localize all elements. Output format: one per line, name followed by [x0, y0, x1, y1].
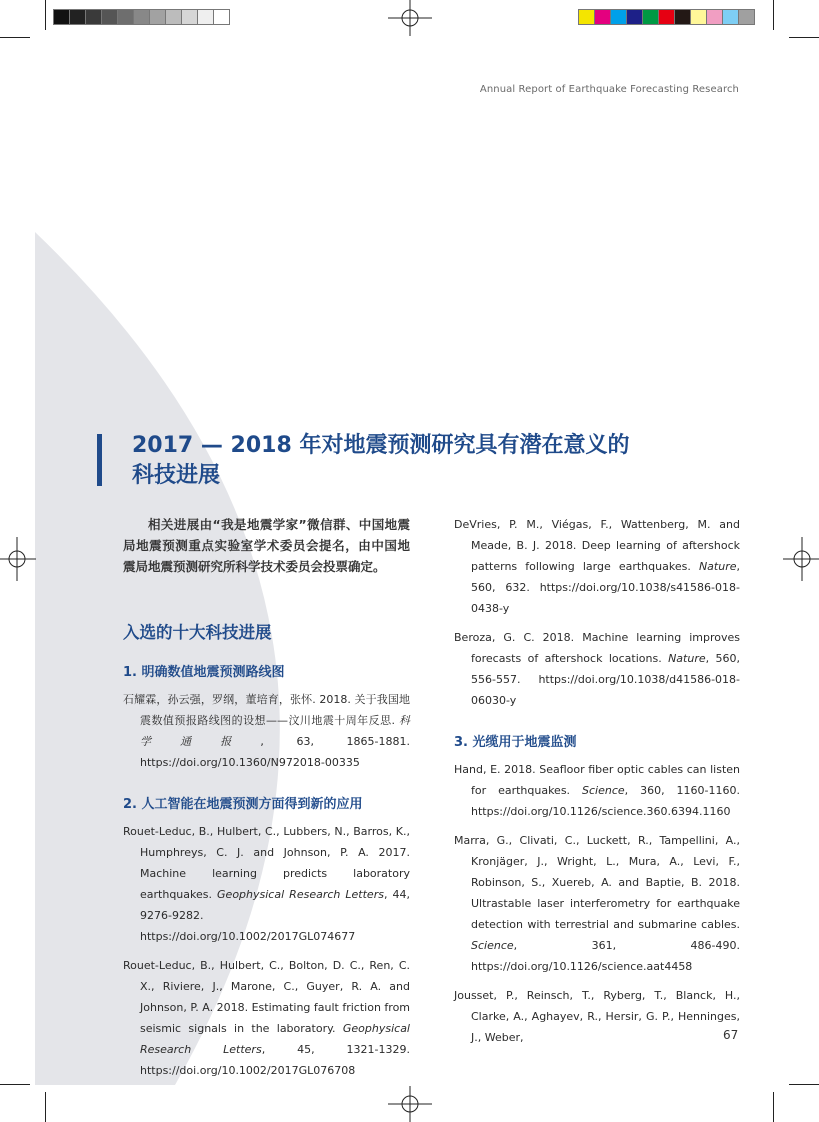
- gray-swatch: [197, 9, 214, 25]
- color-swatch: [690, 9, 707, 25]
- registration-mark-top: [388, 0, 432, 38]
- running-header: Annual Report of Earthquake Forecasting Research: [479, 84, 739, 95]
- intro-paragraph: 相关进展由“我是地震学家”微信群、中国地震局地震预测重点实验室学术委员会提名，由中国地震局地震预测研究所科学技术委员会投票确定。: [123, 517, 410, 574]
- reference-entry: Beroza, G. C. 2018. Machine learning improves forecasts of aftershock locations. Nature, 560, 556-557. https://doi.org/10.1038/d41586-018-06030-y: [454, 631, 740, 707]
- color-swatch: [706, 9, 723, 25]
- journal-name: Nature: [698, 560, 737, 573]
- registration-mark-bottom: [388, 1086, 432, 1122]
- subsection-heading-1: 1. 明确数值地震预测路线图: [123, 665, 285, 680]
- gray-swatch: [181, 9, 198, 25]
- gray-swatch: [69, 9, 86, 25]
- subsection-heading-2: 2. 人工智能在地震预测方面得到新的应用: [123, 797, 363, 812]
- reference-entry: Rouet-Leduc, B., Hulbert, C., Lubbers, N., Barros, K., Humphreys, C. J. and Johnson, P. A. 2017. Machine learning predicts laboratory earthquakes. Geophysical Research Letters, 44, 9276-9282. https://doi.org/10.1002/2017GL074677: [123, 825, 410, 943]
- gray-swatch: [101, 9, 118, 25]
- color-swatch: [738, 9, 755, 25]
- title-line-1: 2017 — 2018 年对地震预测研究具有潜在意义的: [132, 433, 630, 458]
- gray-swatch: [85, 9, 102, 25]
- color-swatch: [578, 9, 595, 25]
- registration-mark-right: [783, 537, 819, 581]
- title-accent-bar: [97, 434, 102, 486]
- reference-entry: Marra, G., Clivati, C., Luckett, R., Tampellini, A., Kronjäger, J., Wright, L., Mura, A., Levi, F., Robinson, S., Xuereb, A. and Baptie, B. 2018. Ultrastable laser interferometry for earthquake detection with terrestrial and submarine cables. Science, 361, 486-490. https://doi.org/10.1126/science.aat4458: [454, 834, 740, 973]
- gray-swatch: [53, 9, 70, 25]
- gray-swatch: [149, 9, 166, 25]
- color-swatch: [674, 9, 691, 25]
- article-title: [132, 431, 752, 491]
- color-swatch: [658, 9, 675, 25]
- gray-swatch: [117, 9, 134, 25]
- reference-entry: DeVries, P. M., Viégas, F., Wattenberg, M. and Meade, B. J. 2018. Deep learning of aftershock patterns following large earthquakes. Nature, 560, 632. https://doi.org/10.1038/s41586-018-0438-y: [454, 518, 740, 615]
- gray-swatch: [213, 9, 230, 25]
- registration-mark-left: [0, 537, 36, 581]
- journal-name: Geophysical Research Letters: [217, 888, 384, 901]
- reference-entry: 石耀霖，孙云强，罗纲，董培育，张怀. 2018. 关于我国地震数值预报路线图的设想——汶川地震十周年反思. 科学通报, 63, 1865-1881. https://doi.org/10.1360/N972018-00335: [123, 693, 411, 769]
- journal-name: 科学通报: [140, 714, 410, 748]
- subsection-heading-3: 3. 光缆用于地震监测: [454, 735, 577, 750]
- reference-entry: Jousset, P., Reinsch, T., Ryberg, T., Blanck, H., Clarke, A., Aghayev, R., Hersir, G. P., Henninges, J., Weber,: [454, 989, 740, 1044]
- gray-swatch: [133, 9, 150, 25]
- color-swatch: [610, 9, 627, 25]
- color-swatch: [626, 9, 643, 25]
- gray-calibration-bar: [53, 9, 229, 25]
- color-calibration-bar: [578, 9, 754, 25]
- journal-name: Geophysical Research Letters: [140, 1022, 410, 1056]
- journal-name: Science: [471, 939, 514, 952]
- title-line-2: 科技进展: [132, 463, 221, 488]
- reference-entry: Rouet-Leduc, B., Hulbert, C., Bolton, D. C., Ren, C. X., Riviere, J., Marone, C., Guyer, R. A. and Johnson, P. A. 2018. Estimating fault friction from seismic signals in the laboratory. Geophysical Research Letters, 45, 1321-1329. https://doi.org/10.1002/2017GL076708: [123, 959, 411, 1077]
- page-number: 67: [723, 1028, 739, 1042]
- gray-swatch: [165, 9, 182, 25]
- right-column: [454, 514, 740, 1056]
- color-swatch: [722, 9, 739, 25]
- journal-name: Science: [582, 784, 625, 797]
- section-heading: 入选的十大科技进展: [123, 623, 272, 642]
- left-column: [123, 514, 410, 1089]
- reference-entry: Hand, E. 2018. Seafloor fiber optic cables can listen for earthquakes. Science, 360, 1160-1160. https://doi.org/10.1126/science.360.6394.1160: [454, 763, 740, 818]
- journal-name: Nature: [668, 652, 706, 665]
- color-swatch: [594, 9, 611, 25]
- color-swatch: [642, 9, 659, 25]
